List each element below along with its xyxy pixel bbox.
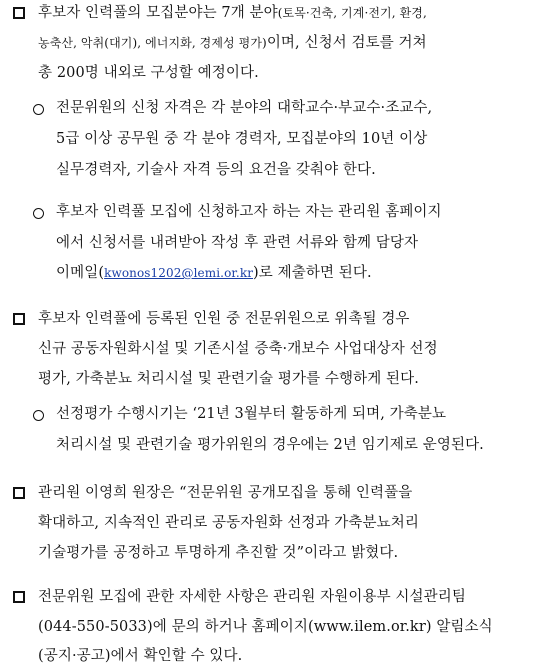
square-bullet-icon xyxy=(13,591,25,603)
text-line: 기술평가를 공정하고 투명하게 추진할 것”이라고 밝혔다. xyxy=(38,545,399,561)
text-line xyxy=(56,263,372,283)
text-line: 처리시설 및 관련기술 평가위원의 경우에는 2년 임기제로 운영된다. xyxy=(56,437,484,453)
square-bullet-icon xyxy=(13,487,25,499)
email-link[interactable]: kwonos1202@lemi.or.kr xyxy=(104,266,254,280)
text-line: 실무경력자, 기술사 자격 등의 요건을 갖춰야 한다. xyxy=(56,162,376,178)
text-segment-small: (토목·건축, 기계·전기, 환경, xyxy=(277,6,427,20)
text-line: 관리원 이영희 원장은 “전문위원 공개모집을 통해 인력풀을 xyxy=(38,485,413,501)
text-line: 총 200명 내외로 구성할 예정이다. xyxy=(38,65,259,81)
text-line: 선정평가 수행시기는 ‘21년 3월부터 활동하게 되며, 가축분뇨 xyxy=(56,406,447,422)
text-line: 후보자 인력풀 모집에 신청하고자 하는 자는 관리원 홈페이지 xyxy=(56,204,442,220)
text-line: 후보자 인력풀에 등록된 인원 중 전문위원으로 위촉될 경우 xyxy=(38,311,410,327)
text-line: (044-550-5033)에 문의 하거나 홈페이지(www.ilem.or.kr) 알림소식 xyxy=(38,619,493,635)
circle-bullet-icon xyxy=(33,410,44,421)
circle-bullet-icon xyxy=(33,208,44,219)
text-segment: 이며, 신청서 검토를 거쳐 xyxy=(266,35,427,51)
circle-bullet-icon xyxy=(33,104,44,115)
text-segment: 후보자 인력풀의 모집분야는 7개 분야 xyxy=(38,5,278,21)
text-line: 평가, 가축분뇨 처리시설 및 관련기술 평가를 수행하게 된다. xyxy=(38,371,419,387)
text-segment-small: 농축산, 악취(대기), 에너지화, 경제성 평가) xyxy=(38,36,267,50)
text-line xyxy=(38,33,427,53)
text-segment: 이메일( xyxy=(56,265,105,281)
text-line xyxy=(38,3,528,23)
text-line: 5급 이상 공무원 중 각 분야 경력자, 모집분야의 10년 이상 xyxy=(56,131,428,147)
text-line: 확대하고, 지속적인 관리로 공동자원화 선정과 가축분뇨처리 xyxy=(38,515,419,531)
text-line: 전문위원의 신청 자격은 각 분야의 대학교수·부교수·조교수, xyxy=(56,100,433,116)
text-line: 신규 공동자원화시설 및 기존시설 증축·개보수 사업대상자 선정 xyxy=(38,341,438,357)
text-segment: )로 제출하면 된다. xyxy=(253,265,372,281)
square-bullet-icon xyxy=(13,313,25,325)
square-bullet-icon xyxy=(13,7,25,19)
text-line: (공지·공고)에서 확인할 수 있다. xyxy=(38,648,243,664)
text-line: 전문위원 모집에 관한 자세한 사항은 관리원 자원이용부 시설관리팀 xyxy=(38,589,466,605)
text-line: 에서 신청서를 내려받아 작성 후 관련 서류와 함께 담당자 xyxy=(56,235,419,251)
